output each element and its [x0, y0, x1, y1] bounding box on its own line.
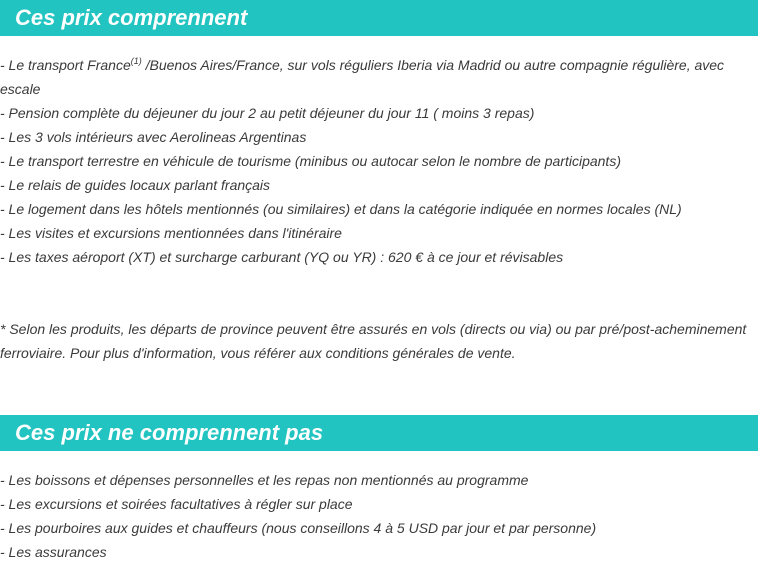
footnote-text: * Selon les produits, les départs de province peuvent être assurés en vols (directs ou via) ou par pré/post-acheminement ferroviaire. Pour plus d'information, vous référer aux conditions générales de vente.	[0, 321, 747, 361]
list-item: - Les 3 vols intérieurs avec Aerolineas Argentinas	[0, 129, 307, 145]
included-section-header	[0, 0, 758, 36]
list-item: - Les taxes aéroport (XT) et surcharge carburant (YQ ou YR) : 620 € à ce jour et révisables	[0, 249, 564, 265]
transport-item-prefix: - Le transport France	[0, 57, 131, 73]
list-item	[0, 53, 750, 101]
list-item: - Les pourboires aux guides et chauffeurs (nous conseillons 4 à 5 USD par jour et par personne)	[0, 520, 597, 536]
excluded-section-header	[0, 415, 758, 451]
included-list	[0, 53, 750, 269]
list-item: - Les excursions et soirées facultatives à régler sur place	[0, 496, 353, 512]
list-item: - Le relais de guides locaux parlant français	[0, 177, 271, 193]
list-item: - Les visites et excursions mentionnées dans l'itinéraire	[0, 225, 342, 241]
list-item: - Pension complète du déjeuner du jour 2 au petit déjeuner du jour 11 ( moins 3 repas)	[0, 105, 535, 121]
list-item: - Le transport terrestre en véhicule de tourisme (minibus ou autocar selon le nombre de participants)	[0, 153, 621, 169]
footnote-reference: (1)	[130, 56, 142, 66]
list-item: - Les boissons et dépenses personnelles et les repas non mentionnés au programme	[0, 472, 529, 488]
list-item: - Le logement dans les hôtels mentionnés (ou similaires) et dans la catégorie indiquée en normes locales (NL)	[0, 201, 682, 217]
transport-item-suffix: /Buenos Aires/France, sur vols réguliers Iberia via Madrid ou autre compagnie régulière, avec escale	[0, 57, 725, 97]
included-section-title: Ces prix comprennent	[15, 5, 248, 30]
excluded-section-title: Ces prix ne comprennent pas	[15, 420, 324, 445]
excluded-list	[0, 468, 750, 564]
footnote	[0, 317, 752, 365]
list-item: - Les assurances	[0, 544, 107, 560]
